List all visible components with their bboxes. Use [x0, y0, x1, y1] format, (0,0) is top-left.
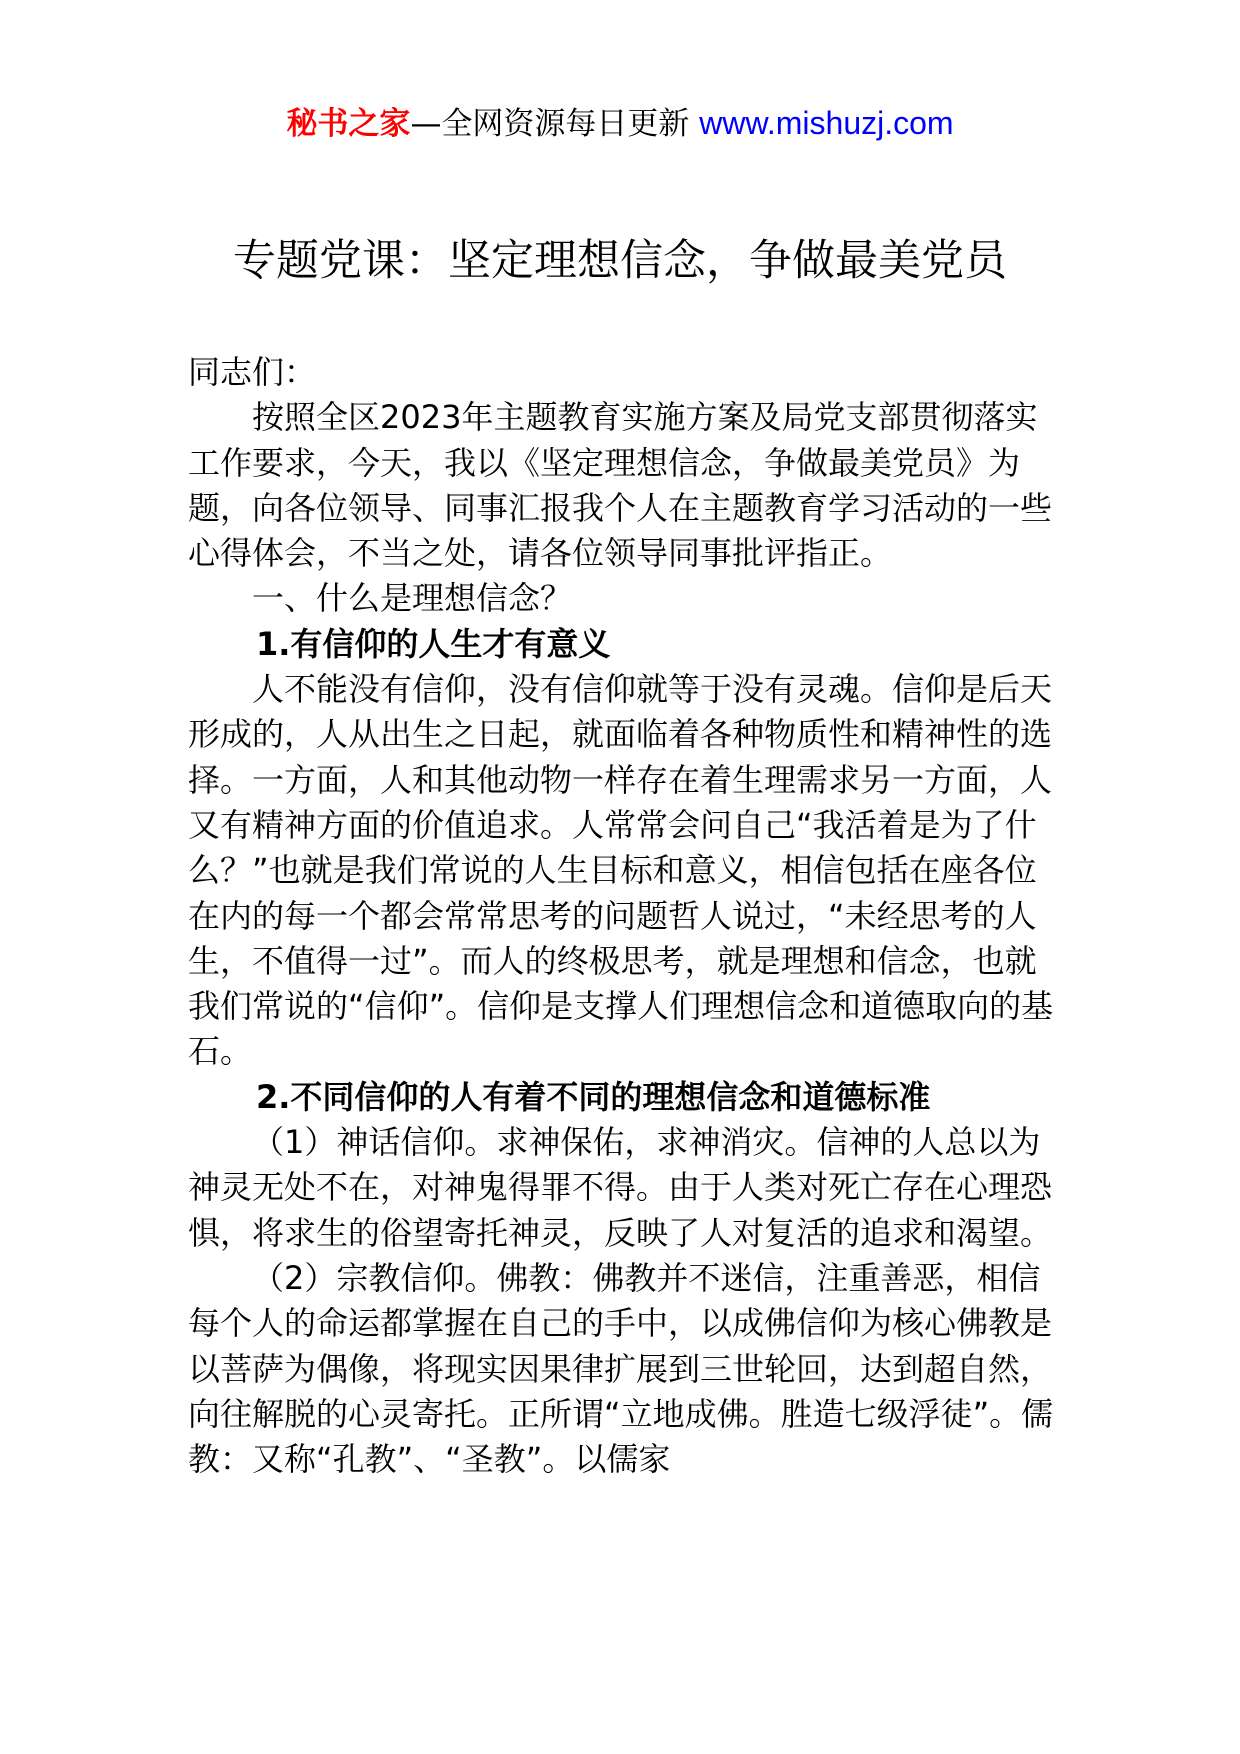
- brand-name: 秘书之家: [286, 106, 411, 142]
- document-title: 专题党课：坚定理想信念，争做最美党员: [233, 236, 1007, 286]
- section-heading-1: 一、什么是理想信念？: [252, 579, 573, 618]
- document-body: [188, 350, 1060, 1482]
- paragraph-3: （2）宗教信仰。佛教：佛教并不迷信，注重善恶，相信每个人的命运都掌握在自己的手中，以成佛信仰为核心佛教是以菩萨为偶像，将现实因果律扩展到三世轮回，达到超自然，向往解脱的心灵寄托。正所谓“立地成佛。胜造七级浮徒”。儒教：又称“孔教”、“圣教”。以儒家: [188, 1258, 1054, 1479]
- site-url-link[interactable]: www.mishuzj.com: [699, 105, 954, 141]
- paragraph-intro: 按照全区2023年主题教育实施方案及局党支部贯彻落实工作要求，今天，我以《坚定理想信念，争做最美党员》为题，向各位领导、同事汇报我个人在主题教育学习活动的一些心得体会，不当之处，请各位领导同事批评指正。: [188, 398, 1053, 573]
- subheading-1: 1.有信仰的人生才有意义: [256, 624, 611, 663]
- salutation: 同志们：: [188, 353, 317, 391]
- brand-slogan: —全网资源每日更新: [410, 106, 690, 142]
- paragraph-1: 人不能没有信仰，没有信仰就等于没有灵魂。信仰是后天形成的，人从出生之日起，就面临着各种物质性和精神性的选择。一方面，人和其他动物一样存在着生理需求另一方面，人又有精神方面的价值追求。人常常会问自己“我活着是为了什么？”也就是我们常说的人生目标和意义，相信包括在座各位在内的每一个都会常常思考的问题哲人说过，“未经思考的人生，不值得一过”。而人的终极思考，就是理想和信念，也就我们常说的“信仰”。信仰是支撑人们理想信念和道德取向的基石。: [188, 670, 1054, 1071]
- subheading-2: 2.不同信仰的人有着不同的理想信念和道德标准: [256, 1077, 931, 1116]
- site-header: [0, 101, 1240, 146]
- paragraph-2: （1）神话信仰。求神保佑，求神消灾。信神的人总以为神灵无处不在，对神鬼得罪不得。由于人类对死亡存在心理恐惧，将求生的俗望寄托神灵，反映了人对复活的追求和渴望。: [188, 1123, 1053, 1252]
